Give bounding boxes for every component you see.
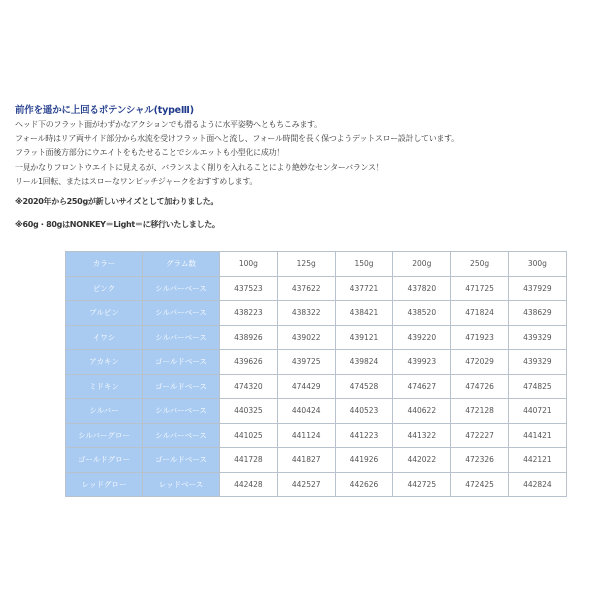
product-code-cell: 472227: [451, 423, 509, 448]
product-code-cell: 474528: [335, 374, 393, 399]
product-code-cell: 437523: [220, 276, 278, 301]
color-name-cell: シルバーグロー: [66, 423, 143, 448]
product-code-cell: 441728: [220, 448, 278, 473]
product-code-cell: 474320: [220, 374, 278, 399]
product-code-cell: 442428: [220, 472, 278, 497]
product-code-cell: 474726: [451, 374, 509, 399]
product-code-cell: 440523: [335, 399, 393, 424]
table-row: [66, 472, 567, 497]
color-name-cell: ミドキン: [66, 374, 143, 399]
description-line: リール1回転、またはスローなワンピッチジャークをおすすめします。: [15, 176, 258, 186]
table-row: [66, 276, 567, 301]
base-cell: シルバーベース: [143, 325, 220, 350]
product-code-cell: 471725: [451, 276, 509, 301]
product-code-cell: 439121: [335, 325, 393, 350]
product-code-cell: 439824: [335, 350, 393, 375]
base-cell: ゴールドベース: [143, 448, 220, 473]
description-line: 一見かなりフロントウエイトに見えるが、バランスよく削りを入れることにより絶妙なセンターバランス！: [15, 162, 384, 172]
product-code-cell: 442527: [277, 472, 335, 497]
product-code-cell: 471824: [451, 301, 509, 326]
page-heading: 前作を遥かに上回るポテンシャル(typeⅢ): [15, 105, 194, 116]
color-name-cell: イワシ: [66, 325, 143, 350]
product-code-cell: 438421: [335, 301, 393, 326]
product-code-cell: 471923: [451, 325, 509, 350]
product-code-cell: 440622: [393, 399, 451, 424]
table-row: [66, 325, 567, 350]
product-code-cell: 441223: [335, 423, 393, 448]
product-code-cell: 438629: [508, 301, 566, 326]
product-code-cell: 439626: [220, 350, 278, 375]
product-code-cell: 474825: [508, 374, 566, 399]
header-250g: 250g: [451, 252, 509, 277]
product-code-cell: 439923: [393, 350, 451, 375]
product-code-cell: 438520: [393, 301, 451, 326]
product-code-cell: 472425: [451, 472, 509, 497]
product-code-cell: 474627: [393, 374, 451, 399]
table-row: [66, 374, 567, 399]
description-line: フォール時はリア両サイド部分から水流を受けフラット面へと流し、フォール時間を長く保つようデットスロー設計しています。: [15, 134, 459, 144]
product-code-cell: 442022: [393, 448, 451, 473]
header-color: カラー: [66, 252, 143, 277]
product-code-cell: 437721: [335, 276, 393, 301]
color-name-cell: ゴールドグロー: [66, 448, 143, 473]
table-row: [66, 301, 567, 326]
base-cell: シルバーベース: [143, 423, 220, 448]
base-cell: シルバーベース: [143, 399, 220, 424]
table-header-row: [66, 252, 567, 277]
product-code-cell: 442626: [335, 472, 393, 497]
product-code-cell: 441322: [393, 423, 451, 448]
product-code-cell: 438322: [277, 301, 335, 326]
base-cell: シルバーベース: [143, 301, 220, 326]
product-code-cell: 439220: [393, 325, 451, 350]
product-code-cell: 474429: [277, 374, 335, 399]
product-code-cell: 439725: [277, 350, 335, 375]
header-200g: 200g: [393, 252, 451, 277]
product-code-cell: 472326: [451, 448, 509, 473]
table-row: [66, 399, 567, 424]
product-code-cell: 441124: [277, 423, 335, 448]
product-code-cell: 441827: [277, 448, 335, 473]
product-code-cell: 442121: [508, 448, 566, 473]
product-code-cell: 440325: [220, 399, 278, 424]
product-code-cell: 438926: [220, 325, 278, 350]
color-name-cell: ブルピン: [66, 301, 143, 326]
product-code-cell: 442725: [393, 472, 451, 497]
note-moved-sizes: ※60g・80gはNONKEY＝Light＝に移行いたしました。: [15, 220, 220, 229]
product-code-cell: 439329: [508, 350, 566, 375]
product-code-cell: 441025: [220, 423, 278, 448]
product-code-cell: 437820: [393, 276, 451, 301]
table-row: [66, 350, 567, 375]
description-line: ヘッド下のフラット面がわずかなアクションでも滑るように水平姿勢へともちこみます。: [15, 120, 322, 129]
base-cell: ゴールドベース: [143, 374, 220, 399]
product-code-cell: 437622: [277, 276, 335, 301]
header-125g: 125g: [277, 252, 335, 277]
product-code-cell: 437929: [508, 276, 566, 301]
description-block: [15, 118, 590, 189]
table-row: [66, 448, 567, 473]
header-300g: 300g: [508, 252, 566, 277]
base-cell: ゴールドベース: [143, 350, 220, 375]
product-code-cell: 472128: [451, 399, 509, 424]
color-name-cell: レッドグロー: [66, 472, 143, 497]
product-code-cell: 438223: [220, 301, 278, 326]
description-line: フラット面後方部分にウエイトをもたせることでシルエットも小型化に成功！: [15, 148, 284, 158]
product-code-cell: 440424: [277, 399, 335, 424]
color-name-cell: シルバー: [66, 399, 143, 424]
color-name-cell: アカキン: [66, 350, 143, 375]
product-code-cell: 439329: [508, 325, 566, 350]
spec-table: [65, 251, 567, 497]
color-name-cell: ピンク: [66, 276, 143, 301]
note-new-size: ※2020年から250gが新しいサイズとして加わりました。: [15, 197, 219, 206]
base-cell: レッドベース: [143, 472, 220, 497]
table-body: [66, 276, 567, 497]
product-code-cell: 441421: [508, 423, 566, 448]
product-code-cell: 472029: [451, 350, 509, 375]
base-cell: シルバーベース: [143, 276, 220, 301]
header-100g: 100g: [220, 252, 278, 277]
table-row: [66, 423, 567, 448]
product-code-cell: 441926: [335, 448, 393, 473]
product-code-cell: 442824: [508, 472, 566, 497]
product-code-cell: 439022: [277, 325, 335, 350]
header-150g: 150g: [335, 252, 393, 277]
product-code-cell: 440721: [508, 399, 566, 424]
header-weight: グラム数: [143, 252, 220, 277]
